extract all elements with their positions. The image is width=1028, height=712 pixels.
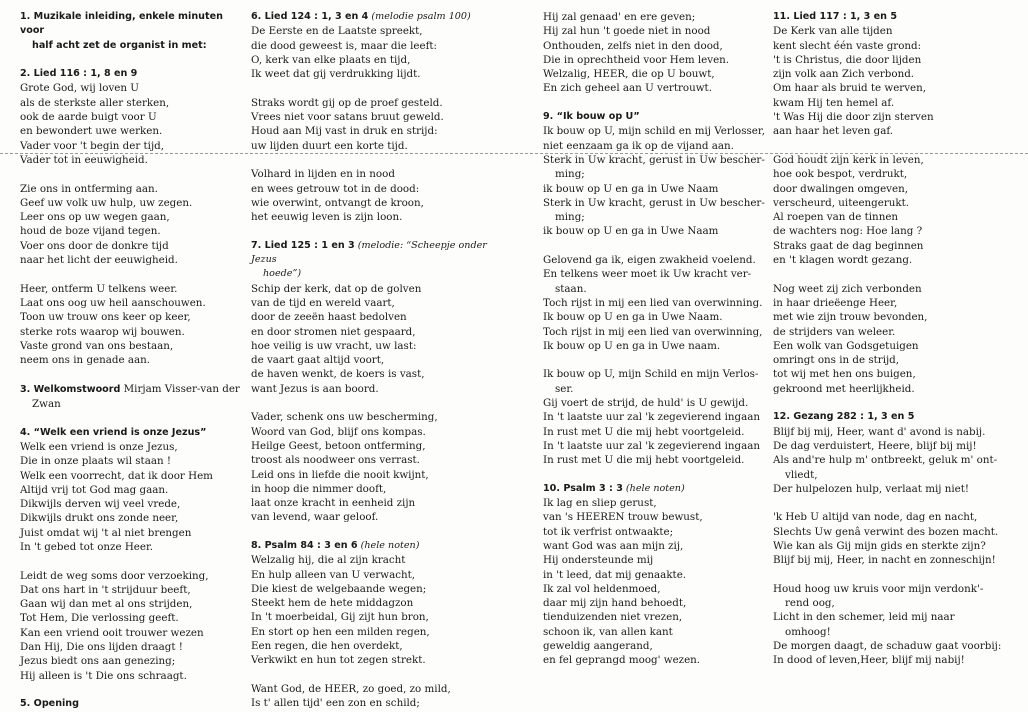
lyric-line: En stort op hen een milden regen, [251, 625, 430, 638]
lyric-line: Hij zal hun 't goede niet in nood [543, 25, 711, 38]
lyric-line: In rust met U die mij hebt voortgeleid. [543, 454, 745, 467]
lyric-line: Toch rijst in mij een lied van overwinning. [543, 296, 763, 309]
lyric-line: tot wij met hen ons buigen, [773, 368, 916, 381]
lyric-line: Ik bouw op U en ga in Uwe Naam. [543, 311, 723, 324]
lyric-line: want God was aan mijn zij, [543, 539, 684, 552]
lyric-line: Ik weet dat gij verdrukking lijdt. [251, 68, 421, 81]
lyric-line: Wie kan als Gij mijn gids en sterkte zijn? [773, 539, 986, 552]
lyric-line: geweldig aangerand, [543, 640, 653, 653]
lyric-line: zijn volk aan Zich verbond. [773, 68, 915, 81]
lyric-line: In 't moerbeidal, Gij zijt hun bron, [251, 611, 429, 624]
lyric-line: en 't klagen wordt gezang. [773, 254, 913, 267]
lyric-line: ming; [555, 211, 585, 224]
lyric-line: En zich geheel aan U vertrouwt. [543, 82, 712, 95]
heading-text: half acht zet de organist in met: [32, 39, 207, 51]
lyric-line: Toon uw trouw ons keer op keer, [20, 311, 191, 324]
lyric-line: Die in oprechtheid voor Hem leven. [543, 53, 730, 66]
heading-text: 3. Welkomstwoord [20, 383, 121, 395]
lyric-line: Verkwikt en hun tot zegen strekt. [251, 654, 426, 667]
melody-note: (melodie psalm 100) [368, 11, 471, 22]
lyric-line: Sterk in Uw kracht, gerust in Uw bescher- [543, 153, 765, 166]
lyric-line: Jezus biedt ons aan genezing; [20, 655, 176, 668]
lyric-line: Dan Hij, Die ons lijden draagt ! [20, 641, 183, 654]
section-heading [20, 67, 245, 81]
lyric-line: Laat ons oog uw heil aanschouwen. [20, 296, 206, 309]
lyric-line: Volhard in lijden en in nood [251, 168, 395, 181]
lyric-line: Woord van God, blijf ons kompas. [251, 425, 426, 438]
lyric-line: het eeuwig leven is zijn loon. [251, 211, 403, 224]
lyric-line: Want God, de HEER, zo goed, zo mild, [251, 682, 451, 695]
lyric-line: neem ons in genade aan. [20, 354, 151, 367]
lyric-line: staan. [555, 282, 587, 295]
lyric-line: In 't laatste uur zal 'k zegevierend ingaan [543, 439, 760, 452]
lyric-line: Schip der kerk, dat op de golven [251, 282, 422, 295]
lyric-line: Voer ons door de donkre tijd [20, 239, 169, 252]
lyric-line: Die in onze plaats wil staan ! [20, 455, 172, 468]
column-1 [20, 10, 245, 712]
lyric-line: Grote God, wij loven U [20, 82, 139, 95]
lyric-line: Toch rijst in mij een lied van overwinning, [543, 325, 763, 338]
lyric-line: Onthouden, zelfs niet in den dood, [543, 39, 723, 52]
lyric-line: Der hulpelozen hulp, verlaat mij niet! [773, 482, 970, 495]
lyric-line: Vaste grond van ons bestaan, [20, 339, 174, 352]
lyric-line: de haven wenkt, de koers is vast, [251, 368, 425, 381]
lyric-line: Dikwijls derven wij veel vrede, [20, 498, 181, 511]
stanza-gap [20, 367, 245, 381]
lyric-line: Juist omdat wij 't al niet brengen [20, 526, 192, 539]
lyric-line: verscheurd, uiteengerukt. [773, 196, 910, 209]
lyric-line: gekroond met heerlijkheid. [773, 382, 915, 395]
lyric-line: van de tijd en wereld vaart, [251, 296, 395, 309]
lyric-line: Een wolk van Godsgetuigen [773, 339, 919, 352]
lyric-line: omhoog! [785, 625, 831, 638]
lyric-line: uw lijden duurt een korte tijd. [251, 139, 408, 152]
stanza-gap [251, 224, 491, 238]
lyric-line: Vader, schenk ons uw bescherming, [251, 411, 438, 424]
lyric-line: en door stromen niet gespaard, [251, 325, 416, 338]
heading-text: 2. Lied 116 : 1, 8 en 9 [20, 68, 138, 80]
heading-detail: Mirjam Visser-van der [120, 382, 240, 395]
stanza-gap [251, 525, 491, 539]
lyric-line: Dat ons hart in 't strijduur beeft, [20, 583, 191, 596]
section-heading [20, 39, 245, 53]
lyric-line: troost als noodweer ons verrast. [251, 454, 420, 467]
lyric-line: Steekt hem de hete middagzon [251, 597, 414, 610]
lyric-line: Die kiest de welgebaande wegen; [251, 582, 427, 595]
melody-note: hoede”) [263, 268, 302, 280]
stanza-gap [20, 554, 245, 568]
heading-text: 8. Psalm 84 : 3 en 6 [251, 539, 358, 551]
lyric-line: Hij zal genaad' en ere geven; [543, 11, 696, 23]
lyric-line: Heilge Geest, betoon ontferming, [251, 439, 426, 452]
lyric-line: Houd hoog uw kruis voor mijn verdonk'- [773, 582, 984, 595]
lyric-line: want Jezus is aan boord. [251, 382, 379, 395]
lyric-line: O, kerk van elke plaats en tijd, [251, 53, 411, 66]
stanza-gap [543, 239, 768, 253]
lyric-line: naar het licht der eeuwigheid. [20, 254, 178, 267]
lyric-line: Blijf bij mij, Heer, want d' avond is nabij. [773, 425, 986, 438]
melody-note: (melodie: “Scheepje onder Jezus [251, 239, 490, 266]
stanza-gap [251, 153, 491, 167]
lyric-line: In 't gebed tot onze Heer. [20, 540, 154, 553]
stanza-gap [20, 411, 245, 425]
lyric-line: Dikwijls drukt ons zonde neer, [20, 512, 179, 525]
lyric-line: 'k Heb U altijd van node, dag en nacht, [773, 511, 978, 524]
lyric-line: De morgen daagt, de schaduw gaat voorbij: [773, 640, 1002, 653]
lyric-line: hoe veilig is uw vracht, uw last: [251, 339, 417, 352]
stanza-gap [543, 468, 768, 482]
lyric-line: door de zeeën haast bedolven [251, 311, 407, 324]
stanza-gap [543, 353, 768, 367]
lyric-line: wie overwint, ontvangt de kroon, [251, 196, 424, 209]
lyric-line: En hulp alleen van U verwacht, [251, 568, 416, 581]
heading-text: 6. Lied 124 : 1, 3 en 4 [251, 11, 369, 22]
stanza-gap [251, 668, 491, 682]
lyric-line: kent slecht één vaste grond: [773, 39, 922, 52]
lyric-line: ser. [555, 382, 574, 395]
column-3 [543, 10, 768, 668]
lyric-line: van levend, waar geloof. [251, 511, 379, 524]
lyric-line: in haar drieëenge Heer, [773, 296, 898, 309]
lyric-line: de strijders van weleer. [773, 325, 896, 338]
lyric-line: ook de aarde buigt voor U [20, 111, 157, 124]
lyric-line: ming; [555, 168, 585, 181]
lyric-line: Gij voert de strijd, de huld' is U gewijd. [543, 397, 749, 410]
lyric-line: Straks wordt gij op de proef gesteld. [251, 96, 443, 109]
lyric-line: en fel geprangd moog' wezen. [543, 654, 701, 667]
lyric-line: door dwalingen omgeven, [773, 182, 909, 195]
lyric-line: Ik bouw op U, mijn Schild en mijn Verlos- [543, 368, 759, 381]
column-4 [773, 10, 1023, 668]
section-heading [251, 267, 491, 281]
lyric-line: de wachters nog: Hoe lang ? [773, 225, 923, 238]
lyric-line: Om haar als bruid te werven, [773, 82, 927, 95]
section-heading [773, 410, 1023, 424]
lyric-line: Een regen, die hen overdekt, [251, 640, 403, 653]
lyric-line: ik bouw op U en ga in Uwe Naam [543, 225, 719, 238]
stanza-gap [773, 267, 1023, 281]
lyric-line: Blijf bij mij, Heer, in nacht en zonneschijn! [773, 554, 996, 567]
section-heading [251, 239, 491, 268]
lyric-line: Tot Hem, Die verlossing geeft. [20, 612, 179, 625]
stanza-gap [20, 167, 245, 181]
melody-note: (hele noten) [622, 482, 685, 494]
lyric-line: Leid ons in liefde die nooit kwijnt, [251, 468, 429, 481]
lyric-line: Gelovend ga ik, eigen zwakheid voelend. [543, 254, 756, 267]
lyric-line: Als and're hulp m' ontbreekt, geluk m' ont- [773, 454, 998, 467]
lyric-line: de vaart gaat altijd voort, [251, 354, 385, 367]
column-2 [251, 10, 491, 711]
stanza-gap [543, 96, 768, 110]
lyric-line: Welzalig hij, die al zijn kracht [251, 554, 406, 567]
lyric-line: schoon ik, van allen kant [543, 625, 673, 638]
stanza-gap [20, 53, 245, 67]
stanza-gap [251, 81, 491, 95]
section-heading [20, 10, 245, 39]
lyric-line: Leidt de weg soms door verzoeking, [20, 569, 209, 582]
lyric-line: houd de boze vijand tegen. [20, 225, 161, 238]
lyric-line: 't Was Hij die door zijn sterven [773, 111, 934, 124]
lyric-line: Al roepen van de tinnen [773, 211, 899, 224]
lyric-line: Slechts Uw genâ verwint des bozen macht. [773, 525, 999, 538]
lyric-line: en wees getrouw tot in de dood: [251, 182, 420, 195]
lyric-line: Gaan wij dan met al ons strijden, [20, 598, 193, 611]
lyric-line: Vrees niet voor satans bruut geweld. [251, 111, 444, 124]
lyric-line: Ik zal vol heldenmoed, [543, 582, 661, 595]
lyric-line: Is t' allen tijd' een zon en schild; [251, 697, 420, 710]
lyric-line: Leer ons op uw wegen gaan, [20, 211, 170, 224]
lyric-line: tot ik verfrist ontwaakte; [543, 525, 674, 538]
lyric-line: Nog weet zij zich verbonden [773, 282, 922, 295]
lyric-line: God houdt zijn kerk in leven, [773, 153, 924, 166]
heading-text: 4. “Welk een vriend is onze Jezus” [20, 426, 207, 438]
lyric-line: In dood of leven,Heer, blijf mij nabij! [773, 654, 965, 667]
lyric-line: En telkens weer moet ik Uw kracht ver- [543, 268, 752, 281]
lyric-line: aan haar het leven gaf. [773, 125, 894, 138]
lyric-line: laat onze kracht in eenheid zijn [251, 497, 416, 510]
stanza-gap [773, 568, 1023, 582]
lyric-line: Sterk in Uw kracht, gerust in Uw bescher- [543, 196, 765, 209]
section-heading [543, 110, 768, 124]
lyric-line: Vader voor 't begin der tijd, [20, 139, 165, 152]
lyric-line: Zwan [32, 398, 61, 411]
heading-text: 10. Psalm 3 : 3 [543, 482, 623, 494]
lyric-line: Ik bouw op U en ga in Uwe naam. [543, 339, 721, 352]
lyric-line: Heer, ontferm U telkens weer. [20, 282, 178, 295]
lyric-line: niet eenzaam ga ik op de vijand aan. [543, 139, 734, 152]
lyric-line: In 't laatste uur zal 'k zegevierend ingaan [543, 411, 760, 424]
section-heading [20, 382, 245, 397]
lyric-line: Licht in den schemer, leid mij naar [773, 611, 955, 624]
lyric-line: Geef uw volk uw hulp, uw zegen. [20, 196, 193, 209]
lyric-line: Zie ons in ontferming aan. [20, 182, 158, 195]
heading-text: 1. Muzikale inleiding, enkele minuten voor [20, 11, 227, 37]
heading-text: 12. Gezang 282 : 1, 3 en 5 [773, 411, 915, 423]
heading-text: 11. Lied 117 : 1, 3 en 5 [773, 11, 898, 22]
lyric-line: Hij ondersteunde mij [543, 554, 654, 567]
heading-text: 7. Lied 125 : 1 en 3 [251, 239, 355, 251]
section-heading [20, 697, 245, 711]
lyric-line: Vader tot in eeuwigheid. [20, 153, 148, 166]
lyric-line: als de sterkste aller sterken, [20, 96, 170, 109]
stanza-gap [20, 267, 245, 281]
lyric-line: omringt ons in de strijd, [773, 354, 900, 367]
section-heading [20, 426, 245, 440]
lyric-line: met wie zijn trouw bevonden, [773, 311, 928, 324]
lyric-line: daar mij zijn hand behoedt, [543, 597, 687, 610]
lyric-line: hoe ook bespot, verdrukt, [773, 168, 908, 181]
stanza-gap [20, 683, 245, 697]
lyric-line: 't is Christus, die door lijden [773, 53, 922, 66]
section-heading [251, 10, 491, 24]
lyric-line: Ik bouw op U, mijn schild en mij Verlosser, [543, 125, 765, 138]
lyric-line: in hoop die nimmer dooft, [251, 482, 387, 495]
lyric-line: en bewondert uwe werken. [20, 125, 163, 138]
section-heading [543, 482, 768, 496]
lyric-line: ik bouw op U en ga in Uwe Naam [543, 182, 719, 195]
lyric-line: van 's HEEREN trouw bewust, [543, 511, 703, 524]
section-heading [251, 539, 491, 553]
lyric-line: De Kerk van alle tijden [773, 25, 893, 38]
lyric-line: Hij alleen is 't Die ons schraagt. [20, 669, 187, 682]
lyric-line: vliedt, [785, 468, 818, 481]
lyric-line: De dag verduistert, Heere, blijf bij mij! [773, 439, 977, 452]
stanza-gap [251, 396, 491, 410]
lyric-line: sterke rots waarop wij bouwen. [20, 325, 185, 338]
heading-text: 9. “Ik bouw op U” [543, 111, 640, 123]
lyric-line: in 't leed, dat mij genaakte. [543, 568, 687, 581]
lyric-line: De Eerste en de Laatste spreekt, [251, 25, 423, 38]
lyric-line: Welk een vriend is onze Jezus, [20, 440, 178, 453]
stanza-gap [773, 396, 1023, 410]
lyric-line: Kan een vriend ooit trouwer wezen [20, 626, 204, 639]
lyric-line: tienduizenden niet vrezen, [543, 611, 683, 624]
section-heading [773, 10, 1023, 24]
lyric-line: Straks gaat de dag beginnen [773, 239, 924, 252]
lyric-line: Altijd vrij tot God mag gaan. [20, 483, 169, 496]
lyric-line: Welk een voorrecht, dat ik door Hem [20, 469, 213, 482]
lyric-line: Houd aan Mij vast in druk en strijd: [251, 125, 438, 138]
stanza-gap [773, 496, 1023, 510]
stanza-gap [773, 139, 1023, 153]
lyric-line: kwam Hij ten hemel af. [773, 96, 895, 109]
heading-text: 5. Opening [20, 698, 80, 710]
lyric-line: rend oog, [785, 597, 835, 610]
lyric-line: die dood geweest is, maar die leeft: [251, 39, 437, 52]
melody-note: (hele noten) [357, 539, 420, 551]
lyric-line: Ik lag en sliep gerust, [543, 497, 657, 510]
lyric-line: In rust met U die mij hebt voortgeleid. [543, 425, 745, 438]
lyric-line: Welzalig, HEER, die op U bouwt, [543, 68, 715, 81]
